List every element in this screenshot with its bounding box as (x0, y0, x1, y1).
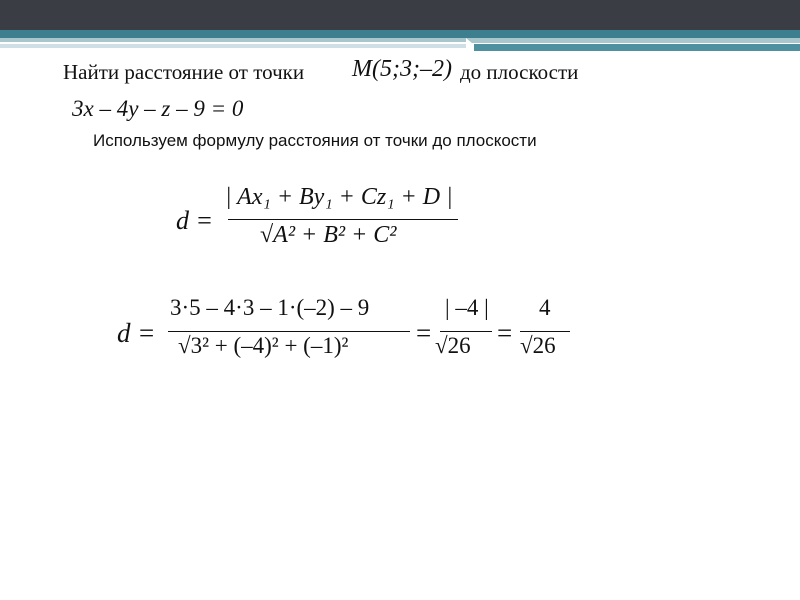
point-label: M(5;3;–2) (352, 56, 452, 82)
header-arrow-icon (466, 38, 473, 50)
calc-lhs: d = (117, 318, 156, 348)
formula-denominator: √A² + B² + C² (260, 222, 397, 248)
header-accent-left (0, 44, 466, 48)
header-teal-band (0, 30, 800, 38)
formula-fraction-bar (228, 219, 458, 220)
step-numerator: | –4 | (445, 295, 489, 320)
result-denominator: √26 (520, 333, 556, 358)
calc-equals-2: = (497, 318, 513, 348)
header-accent-right (474, 44, 800, 51)
plane-equation: 3x – 4y – z – 9 = 0 (72, 96, 244, 121)
subtitle: Используем формулу расстояния от точки до плоскости (93, 131, 537, 150)
formula-numerator: | Ax₁ + By₁ + Cz₁ + D | (225, 184, 453, 210)
step-denominator: √26 (435, 333, 471, 358)
calc-equals-1: = (416, 318, 432, 348)
header-bar (0, 0, 800, 30)
formula-lhs: d = (176, 206, 214, 235)
calc-denominator: √3² + (–4)² + (–1)² (178, 333, 349, 358)
result-numerator: 4 (539, 295, 551, 320)
calc-numerator: 3·5 – 4·3 – 1·(–2) – 9 (170, 295, 370, 320)
problem-title-start: Найти расстояние от точки (63, 60, 305, 84)
problem-title-end: до плоскости (460, 60, 579, 84)
